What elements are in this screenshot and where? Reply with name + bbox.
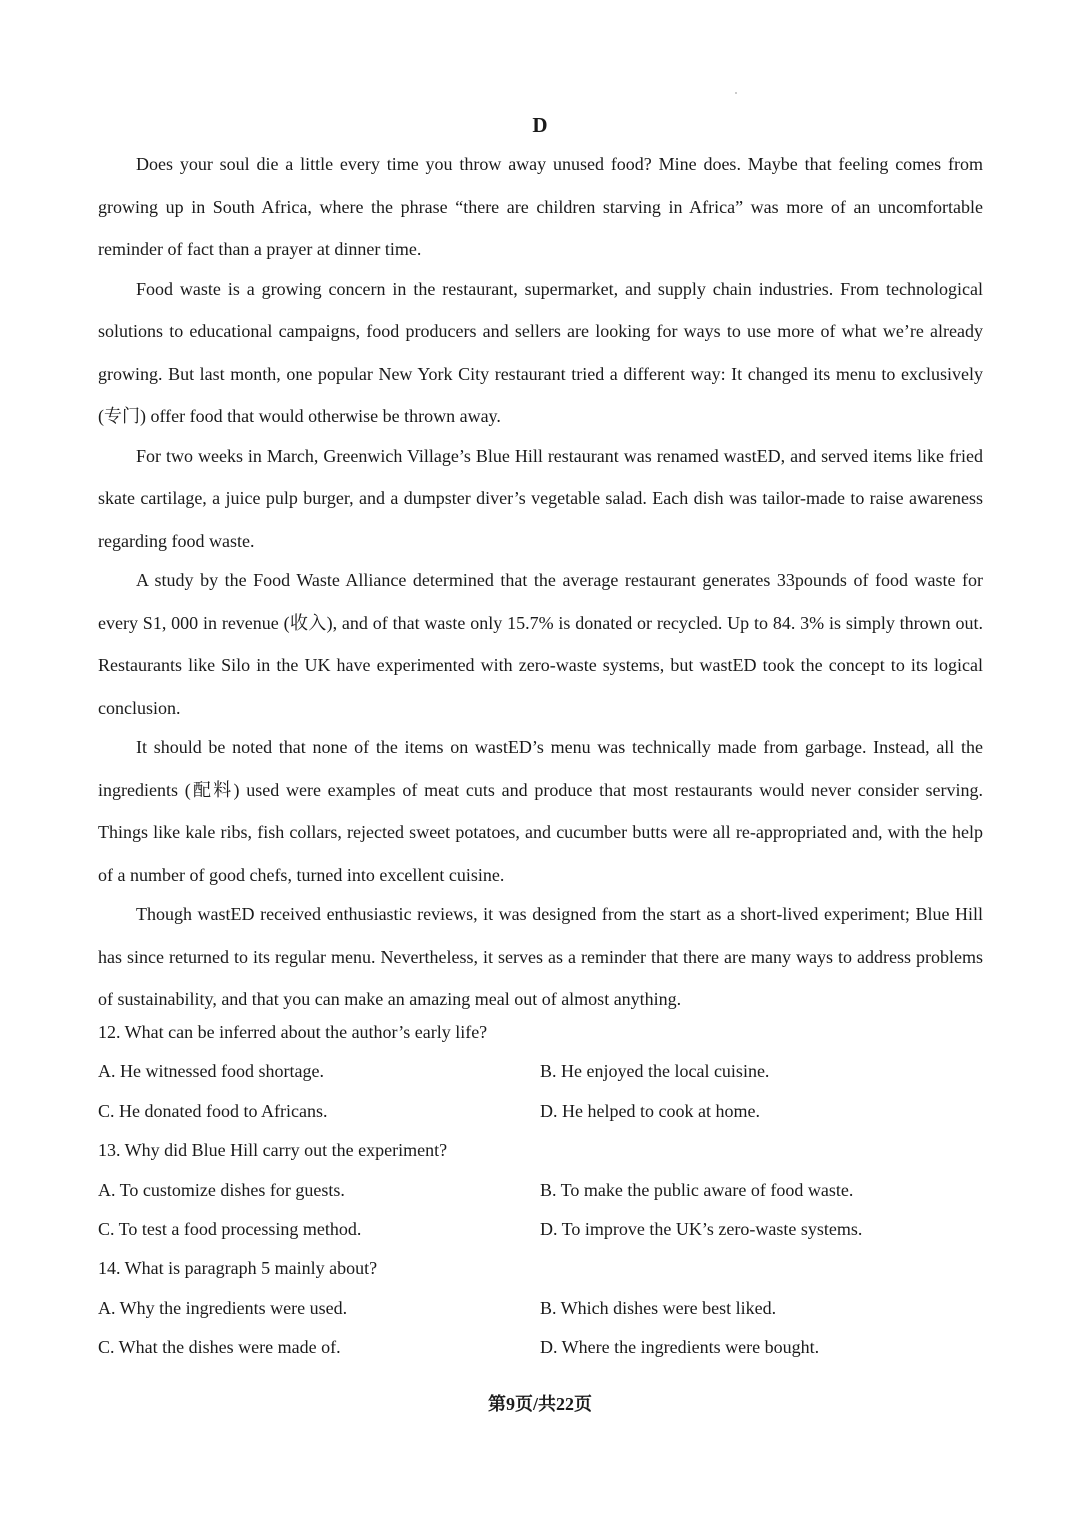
option-row [98,1290,983,1329]
option-row [98,1172,983,1211]
question-stem: 14. What is paragraph 5 mainly about? [98,1258,378,1279]
option-d: D. Where the ingredients were bought. [540,1337,820,1358]
option-row [98,1053,983,1092]
page-number-footer: 第9页/共22页 [487,1394,592,1414]
option-d: D. To improve the UK’s zero-waste systems. [540,1218,863,1239]
passage-paragraph-2: Food waste is a growing concern in the restaurant, supermarket, and supply chain industries. From technological solutions to educational campaigns, food producers and sellers are looking for ways to use more of what we’re already growing. But last month, one popular New York City restaurant tried a different way: It changed its menu to exclusively (专门) offer food that would otherwise be thrown away. [98,278,983,426]
option-row [98,1329,983,1368]
reading-passage [98,143,983,1018]
passage-paragraph-4: A study by the Food Waste Alliance determined that the average restaurant generates 33pounds of food waste for every S1, 000 in revenue (收入), and of that waste only 15.7% is donated or recycled. Up to 84. 3% is simply thrown out. Restaurants like Silo in the UK have experimented with zero-waste systems, but wastED took the concept to its logical conclusion. [98,570,983,718]
option-row [98,1093,983,1132]
option-b: B. To make the public aware of food waste. [540,1179,854,1200]
option-a: A. Why the ingredients were used. [98,1297,348,1318]
question-list [98,1014,983,1369]
question-13 [98,1132,983,1250]
section-title: D [532,113,548,137]
question-stem: 13. Why did Blue Hill carry out the experiment? [98,1140,448,1161]
passage-paragraph-6: Though wastED received enthusiastic reviews, it was designed from the start as a short-lived experiment; Blue Hill has since returned to its regular menu. Nevertheless, it serves as a reminder that there are many ways to address problems of sustainability, and that you can make an amazing meal out of almost anything. [98,904,983,1009]
option-a: A. To customize dishes for guests. [98,1179,345,1200]
option-c: C. He donated food to Africans. [98,1100,328,1121]
option-b: B. Which dishes were best liked. [540,1297,777,1318]
passage-paragraph-5: It should be noted that none of the items on wastED’s menu was technically made from garbage. Instead, all the ingredients (配料) used were examples of meat cuts and produce that most restaurants would never consider serving. Things like kale ribs, fish collars, rejected sweet potatoes, and cucumber butts were all re-appropriated and, with the help of a number of good chefs, turned into excellent cuisine. [98,737,983,885]
option-b: B. He enjoyed the local cuisine. [540,1061,770,1082]
passage-paragraph-1: Does your soul die a little every time you throw away unused food? Mine does. Maybe that feeling comes from growing up in South Africa, where the phrase “there are children starving in Africa” was more of an uncomfortable reminder of fact than a prayer at dinner time. [98,154,983,259]
option-c: C. To test a food processing method. [98,1218,362,1239]
scan-speck [735,92,737,94]
option-a: A. He witnessed food shortage. [98,1061,324,1082]
question-stem: 12. What can be inferred about the author’s early life? [98,1022,488,1042]
question-14 [98,1250,983,1368]
option-row [98,1211,983,1250]
passage-paragraph-3: For two weeks in March, Greenwich Village’s Blue Hill restaurant was renamed wastED, and served items like fried skate cartilage, a juice pulp burger, and a dumpster diver’s vegetable salad. Each dish was tailor-made to raise awareness regarding food waste. [98,445,983,551]
option-c: C. What the dishes were made of. [98,1337,341,1358]
option-d: D. He helped to cook at home. [540,1100,760,1121]
question-12 [98,1014,983,1132]
